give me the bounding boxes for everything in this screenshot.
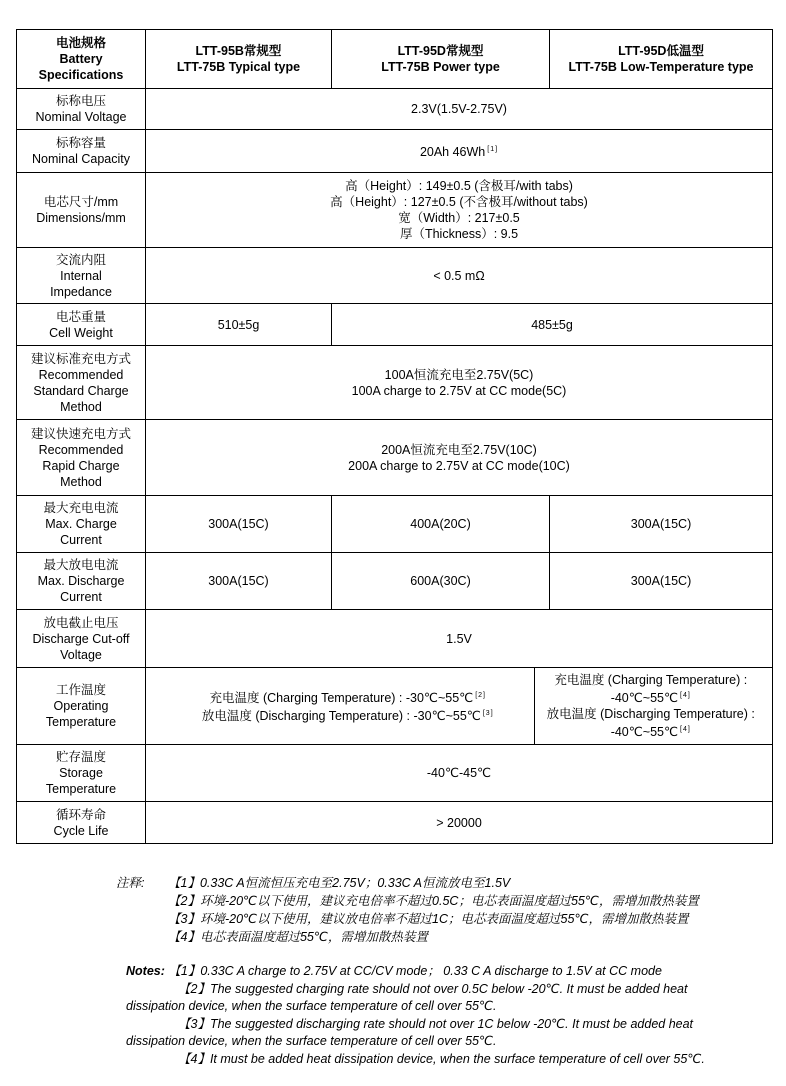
rapid-charge-label-en3: Method — [60, 474, 102, 489]
capacity-ref: [1] — [487, 146, 499, 153]
op-temp-std-charge — [150, 688, 546, 706]
note-cn-3: 【3】环境-20℃以下使用，建议放电倍率不超过1C；电芯表面温度超过55℃，需增加散热装置 — [168, 912, 689, 926]
dimensions-label — [17, 173, 146, 248]
header-row — [17, 30, 773, 89]
cycle-value: > 20000 — [146, 802, 773, 844]
impedance-row — [17, 248, 773, 304]
std-charge-label — [17, 346, 146, 420]
storage-label-en2: Temperature — [45, 782, 117, 796]
note-en-3b: dissipation device, when the surface temperature of cell over 55℃. — [126, 1034, 497, 1048]
dimensions-value — [146, 173, 773, 248]
op-temp-label-en2: Temperature — [45, 715, 117, 729]
note-en-2b: dissipation device, when the surface temperature of cell over 55℃. — [126, 999, 497, 1013]
std-charge-label-cn: 建议标准充电方式 — [30, 351, 131, 366]
header-power-en: LTT-75B Power type — [381, 60, 500, 74]
max-charge-label-en1: Max. Charge — [45, 517, 117, 531]
rapid-charge-label-en1: Recommended — [38, 442, 124, 457]
dimension-thickness: 厚（Thickness）: 9.5 — [399, 227, 519, 241]
cutoff-label-en2: Voltage — [60, 647, 102, 662]
max-charge-label — [17, 496, 146, 553]
op-temp-low-discharge-value: -40℃~55℃ — [610, 725, 679, 739]
max-discharge-label — [17, 553, 146, 610]
max-discharge-power: 600A(30C) — [332, 553, 550, 610]
storage-label-en1: Storage — [59, 766, 103, 780]
cycle-row — [17, 802, 773, 844]
header-spec-en2: Specifications — [38, 68, 124, 82]
note-cn-4: 【4】电芯表面温度超过55℃，需增加散热装置 — [168, 930, 428, 944]
voltage-value: 2.3V(1.5V-2.75V) — [146, 89, 773, 130]
rapid-charge-en: 200A charge to 2.75V at CC mode(10C) — [348, 458, 570, 473]
dimensions-label-cn: 电芯尺寸/mm — [43, 195, 119, 209]
header-spec-cn: 电池规格 — [55, 36, 106, 50]
capacity-value: 20Ah 46Wh — [419, 145, 486, 159]
std-charge-value — [146, 346, 773, 420]
rapid-charge-cn: 200A恒流充电至2.75V(10C) — [381, 442, 537, 457]
note-en-2a: 【2】The suggested charging rate should not over 0.5C below -20℃. It must be added heat — [178, 981, 688, 996]
op-temp-low-charge-value: -40℃~55℃ — [610, 691, 679, 705]
max-charge-row — [17, 496, 773, 553]
cutoff-label-cn: 放电截止电压 — [43, 615, 119, 630]
header-typical-cn: LTT-95B常规型 — [195, 44, 282, 58]
op-temp-low-charge-ref: [4] — [680, 692, 691, 699]
max-discharge-label-en1: Max. Discharge — [37, 574, 125, 588]
storage-value: -40℃-45℃ — [146, 745, 773, 802]
max-charge-lowtemp: 300A(15C) — [550, 496, 773, 553]
cycle-label — [17, 802, 146, 844]
notes-en-prefix: Notes: — [126, 964, 165, 978]
header-power-cn: LTT-95D常规型 — [397, 44, 484, 58]
header-typical-en: LTT-75B Typical type — [176, 60, 301, 74]
op-temp-label-cn: 工作温度 — [55, 683, 106, 697]
notes-chinese — [116, 874, 786, 946]
header-typical-cell — [146, 30, 332, 89]
op-temp-std-discharge — [150, 706, 546, 724]
max-charge-power: 400A(20C) — [332, 496, 550, 553]
op-temp-label-en1: Operating — [53, 699, 109, 713]
cutoff-row — [17, 610, 773, 668]
weight-value-typical: 510±5g — [146, 304, 332, 346]
header-lowtemp-cn: LTT-95D低温型 — [618, 44, 704, 58]
capacity-label — [17, 130, 146, 173]
rapid-charge-label-cn: 建议快速充电方式 — [30, 426, 131, 441]
op-temp-low-charge — [611, 688, 691, 706]
cutoff-value: 1.5V — [146, 610, 773, 668]
max-discharge-row — [17, 553, 773, 610]
op-temp-low-charge-label: 充电温度 (Charging Temperature) : — [554, 673, 748, 687]
notes-english — [126, 963, 776, 1068]
header-spec-en1: Battery — [59, 52, 103, 66]
std-charge-label-en3: Method — [60, 399, 102, 414]
op-temp-std-charge-ref: [2] — [475, 692, 487, 699]
cutoff-label — [17, 610, 146, 668]
max-charge-label-cn: 最大充电电流 — [43, 501, 119, 515]
note-cn-1: 【1】0.33C A恒流恒压充电至2.75V；0.33C A恒流放电至1.5V — [168, 876, 511, 890]
max-charge-label-en2: Current — [60, 533, 102, 547]
voltage-label — [17, 89, 146, 130]
voltage-row — [17, 89, 773, 130]
battery-spec-table — [16, 29, 773, 844]
op-temp-std-discharge-ref: [3] — [482, 710, 494, 717]
storage-label — [17, 745, 146, 802]
header-lowtemp-en: LTT-75B Low-Temperature type — [568, 60, 754, 74]
voltage-label-cn: 标称电压 — [55, 94, 106, 108]
storage-row — [17, 745, 773, 802]
max-charge-typical: 300A(15C) — [146, 496, 332, 553]
capacity-label-en: Nominal Capacity — [32, 152, 130, 166]
op-temp-low-discharge-ref: [4] — [680, 726, 691, 733]
header-spec-cell — [17, 30, 146, 89]
weight-label-cn: 电芯重量 — [55, 309, 106, 324]
std-charge-en: 100A charge to 2.75V at CC mode(5C) — [351, 383, 567, 398]
impedance-value: < 0.5 mΩ — [146, 248, 773, 304]
capacity-row — [17, 130, 773, 173]
op-temp-std-discharge-text: 放电温度 (Discharging Temperature) : -30℃~55℃ — [201, 709, 481, 723]
cycle-label-cn: 循环寿命 — [55, 807, 106, 822]
rapid-charge-value — [146, 420, 773, 496]
impedance-label — [17, 248, 146, 304]
dimensions-label-en: Dimensions/mm — [36, 211, 126, 225]
op-temp-low-discharge — [611, 722, 691, 740]
cutoff-label-en1: Discharge Cut-off — [32, 631, 130, 646]
dimensions-row — [17, 173, 773, 248]
rapid-charge-label — [17, 420, 146, 496]
dimension-height-notabs: 高（Height）: 127±0.5 (不含极耳/without tabs) — [330, 195, 588, 209]
note-en-4: 【4】It must be added heat dissipation device, when the surface temperature of cell over 55℃. — [178, 1051, 705, 1066]
note-cn-2: 【2】环境-20℃以下使用，建议充电倍率不超过0.5C；电芯表面温度超过55℃，需增加散热装置 — [168, 894, 699, 908]
rapid-charge-label-en2: Rapid Charge — [42, 458, 120, 473]
impedance-label-en1: Internal — [60, 268, 102, 283]
note-en-1: 【1】0.33C A charge to 2.75V at CC/CV mode； 0.33 C A discharge to 1.5V at CC mode — [168, 964, 662, 978]
max-discharge-label-cn: 最大放电电流 — [43, 558, 119, 572]
op-temp-low-discharge-label: 放电温度 (Discharging Temperature) : — [546, 707, 755, 721]
impedance-label-en2: Impedance — [50, 284, 112, 299]
weight-label-en: Cell Weight — [49, 325, 113, 340]
rapid-charge-row — [17, 420, 773, 496]
impedance-label-cn: 交流内阻 — [55, 252, 106, 267]
notes-cn-prefix: 注释: — [116, 876, 145, 890]
weight-row — [17, 304, 773, 346]
header-power-cell — [332, 30, 550, 89]
std-charge-label-en2: Standard Charge — [33, 383, 129, 398]
max-discharge-typical: 300A(15C) — [146, 553, 332, 610]
weight-label — [17, 304, 146, 346]
std-charge-row — [17, 346, 773, 420]
op-temp-lowtemp — [546, 668, 773, 745]
op-temp-standard — [146, 668, 550, 745]
op-temp-row — [17, 668, 773, 745]
note-en-3a: 【3】The suggested discharging rate should not over 1C below -20℃. It must be added heat — [178, 1016, 694, 1031]
storage-label-cn: 贮存温度 — [55, 750, 106, 764]
cycle-label-en: Cycle Life — [53, 823, 109, 838]
weight-value-other: 485±5g — [332, 304, 773, 346]
capacity-label-cn: 标称容量 — [55, 136, 106, 150]
dimension-height-tabs: 高（Height）: 149±0.5 (含极耳/with tabs) — [345, 179, 573, 193]
dimension-width: 宽（Width）: 217±0.5 — [398, 211, 520, 225]
max-discharge-label-en2: Current — [60, 590, 102, 604]
op-temp-std-charge-text: 充电温度 (Charging Temperature) : -30℃~55℃ — [209, 691, 474, 705]
std-charge-label-en1: Recommended — [38, 367, 124, 382]
op-temp-label — [17, 668, 146, 745]
voltage-label-en: Nominal Voltage — [35, 110, 127, 124]
max-discharge-lowtemp: 300A(15C) — [550, 553, 773, 610]
capacity-value-cell — [146, 130, 773, 173]
header-lowtemp-cell — [550, 30, 773, 89]
std-charge-cn: 100A恒流充电至2.75V(5C) — [384, 367, 534, 382]
